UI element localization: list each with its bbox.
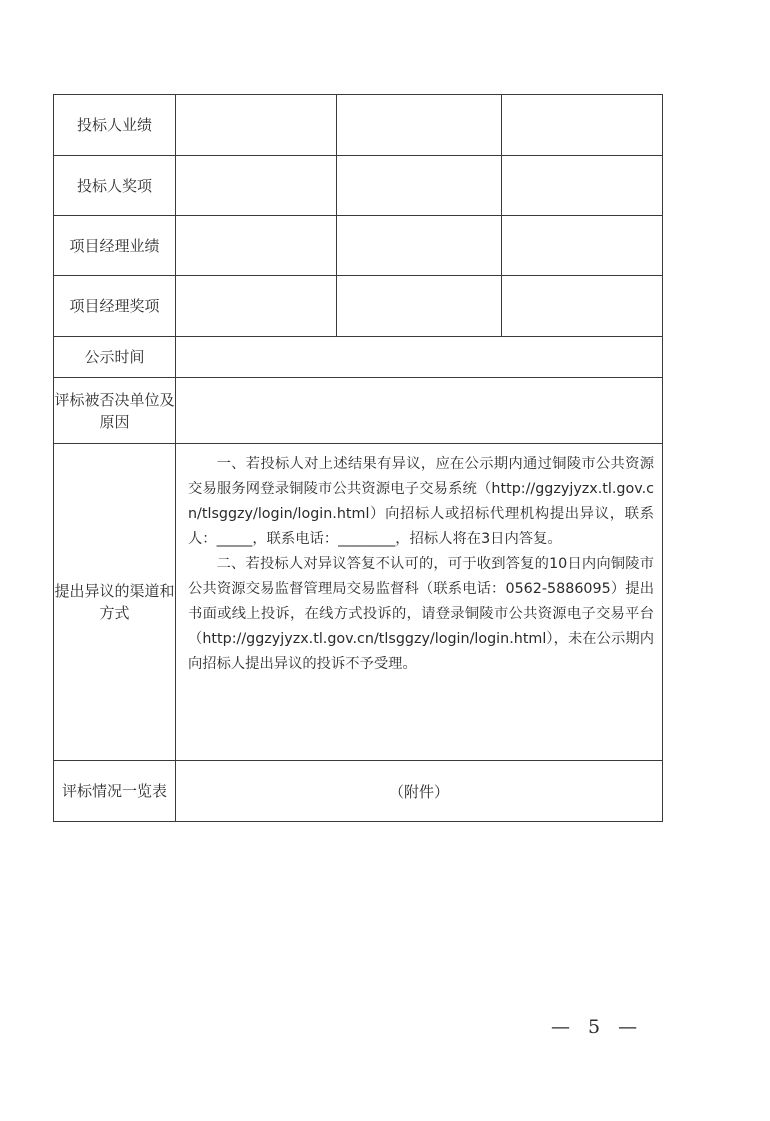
empty-cell xyxy=(337,95,502,156)
evaluation-result-table xyxy=(53,94,663,822)
table-row-rejected-units xyxy=(54,378,663,444)
empty-cell xyxy=(337,216,502,276)
empty-cell xyxy=(176,95,337,156)
row-label-manager-awards: 项目经理奖项 xyxy=(54,276,176,337)
table-row-objection-channels xyxy=(54,444,663,761)
evaluation-summary-value: （附件） xyxy=(176,761,663,822)
row-label-manager-performance: 项目经理业绩 xyxy=(54,216,176,276)
rejected-units-value xyxy=(176,378,663,444)
empty-cell xyxy=(176,276,337,337)
table-row-manager-performance xyxy=(54,216,663,276)
table-row-evaluation-summary xyxy=(54,761,663,822)
table-row-bidder-awards xyxy=(54,156,663,216)
row-label-evaluation-summary: 评标情况一览表 xyxy=(54,761,176,822)
objection-paragraph-2: 二、若投标人对异议答复不认可的，可于收到答复的10日内向铜陵市公共资源交易监督管理局交易监督科（联系电话：0562-5886095）提出书面或线上投诉，在线方式投诉的，请登录铜陵市公共资源电子交易平台（http://ggzyjyzx.tl.gov.cn/tlsggzy/login/login.html），未在公示期内向招标人提出异议的投诉不予受理。 xyxy=(188,556,654,672)
table-row-publicity-period xyxy=(54,337,663,378)
row-label-bidder-performance: 投标人业绩 xyxy=(54,95,176,156)
empty-cell xyxy=(176,216,337,276)
page-number: — 5 — xyxy=(551,1016,644,1038)
empty-cell xyxy=(502,156,663,216)
row-label-objection-channels: 提出异议的渠道和方式 xyxy=(54,444,176,761)
table-row-bidder-performance xyxy=(54,95,663,156)
table-row-manager-awards xyxy=(54,276,663,337)
publicity-period-value xyxy=(176,337,663,378)
empty-cell xyxy=(337,156,502,216)
objection-instructions xyxy=(176,444,663,761)
empty-cell xyxy=(502,216,663,276)
row-label-bidder-awards: 投标人奖项 xyxy=(54,156,176,216)
row-label-publicity-period: 公示时间 xyxy=(54,337,176,378)
empty-cell xyxy=(502,95,663,156)
objection-paragraph-1: 一、若投标人对上述结果有异议，应在公示期内通过铜陵市公共资源交易服务网登录铜陵市公共资源电子交易系统（http://ggzyjyzx.tl.gov.cn/tlsggzy/login/login.html）向招标人或招标代理机构提出异议，联系人：_____，联系电话：________，招标人将在3日内答复。 xyxy=(188,456,654,547)
empty-cell xyxy=(176,156,337,216)
empty-cell xyxy=(337,276,502,337)
empty-cell xyxy=(502,276,663,337)
row-label-rejected-units: 评标被否决单位及原因 xyxy=(54,378,176,444)
